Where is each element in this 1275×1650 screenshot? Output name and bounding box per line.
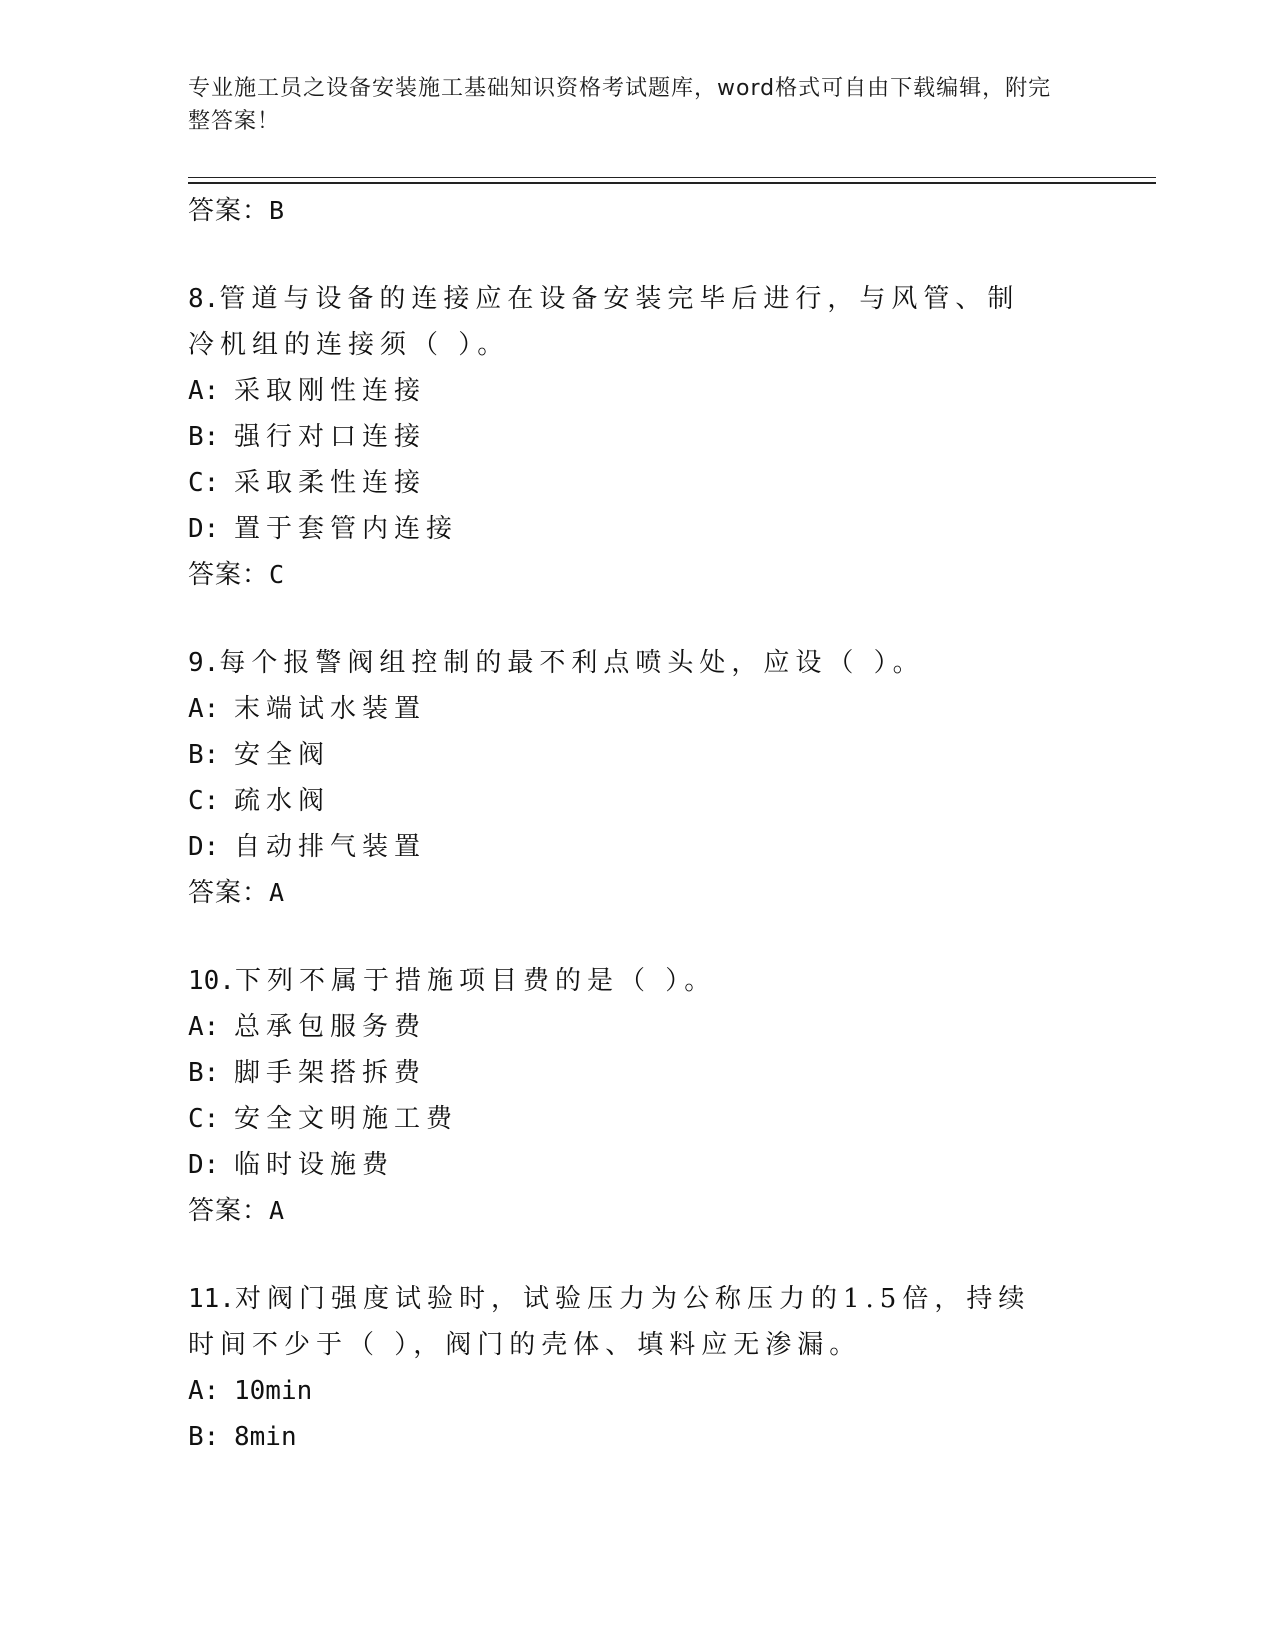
option-text: 8min (234, 1422, 297, 1452)
answer-label: 答案： (188, 1196, 270, 1226)
question-stem (188, 640, 1048, 686)
option-b (188, 414, 1088, 460)
option-text: 临时设施费 (234, 1150, 395, 1180)
option-text: 强行对口连接 (234, 422, 427, 452)
header-rule-thick (188, 182, 1156, 184)
question-answer (188, 552, 1088, 598)
header-rule-thin (188, 177, 1156, 178)
answer-value: B (269, 196, 286, 225)
question-10 (188, 958, 1088, 1234)
question-text: 对阀门强度试验时，试验压力为公称压力的1.5倍，持续时间不少于（ ），阀门的壳体、填料应无渗漏。 (188, 1284, 1031, 1360)
option-d (188, 506, 1088, 552)
question-text: 管道与设备的连接应在设备安装完毕后进行，与风管、制冷机组的连接须（ ）。 (188, 284, 1020, 360)
option-letter: A: (188, 1012, 220, 1042)
option-letter: D: (188, 832, 220, 862)
option-text: 置于套管内连接 (234, 514, 459, 544)
option-b (188, 1414, 1088, 1460)
option-text: 采取柔性连接 (234, 468, 427, 498)
option-text: 安全文明施工费 (234, 1104, 459, 1134)
option-letter: A: (188, 694, 220, 724)
question-number: 8. (188, 284, 220, 314)
answer-value: A (269, 1196, 286, 1225)
option-text: 总承包服务费 (234, 1012, 427, 1042)
question-list (188, 188, 1088, 1460)
option-letter: B: (188, 1058, 220, 1088)
option-letter: B: (188, 422, 220, 452)
question-11 (188, 1276, 1088, 1460)
option-text: 自动排气装置 (234, 832, 427, 862)
option-text: 疏水阀 (234, 786, 331, 816)
option-a (188, 686, 1088, 732)
answer-value: A (269, 878, 286, 907)
question-number: 10. (188, 966, 235, 996)
question-stem (188, 276, 1048, 368)
option-b (188, 732, 1088, 778)
option-text: 脚手架搭拆费 (234, 1058, 427, 1088)
option-letter: C: (188, 786, 220, 816)
answer-label: 答案： (188, 196, 270, 226)
option-a (188, 1004, 1088, 1050)
option-c (188, 778, 1088, 824)
option-text: 安全阀 (234, 740, 331, 770)
question-answer (188, 1188, 1088, 1234)
option-a (188, 1368, 1088, 1414)
option-c (188, 1096, 1088, 1142)
answer-value: C (269, 560, 286, 589)
question-number: 9. (188, 648, 220, 678)
option-text: 采取刚性连接 (234, 376, 427, 406)
option-letter: D: (188, 514, 220, 544)
option-letter: A: (188, 1376, 220, 1406)
answer-label: 答案： (188, 878, 270, 908)
option-a (188, 368, 1088, 414)
option-letter: B: (188, 1422, 220, 1452)
question-answer (188, 870, 1088, 916)
question-number: 11. (188, 1284, 235, 1314)
option-letter: D: (188, 1150, 220, 1180)
previous-answer (188, 188, 1088, 234)
option-d (188, 1142, 1088, 1188)
option-b (188, 1050, 1088, 1096)
option-letter: A: (188, 376, 220, 406)
option-d (188, 824, 1088, 870)
option-text: 末端试水装置 (234, 694, 427, 724)
option-letter: C: (188, 468, 220, 498)
option-letter: C: (188, 1104, 220, 1134)
question-9 (188, 640, 1088, 916)
question-stem (188, 958, 1048, 1004)
option-letter: B: (188, 740, 220, 770)
question-stem (188, 1276, 1048, 1368)
option-text: 10min (234, 1376, 313, 1406)
question-text: 下列不属于措施项目费的是（ ）。 (234, 966, 717, 996)
question-8 (188, 276, 1088, 598)
answer-label: 答案： (188, 560, 270, 590)
document-header: 专业施工员之设备安装施工基础知识资格考试题库，word格式可自由下载编辑，附完整答案！ (188, 76, 1052, 134)
option-c (188, 460, 1088, 506)
question-text: 每个报警阀组控制的最不利点喷头处，应设（ ）。 (219, 648, 925, 678)
